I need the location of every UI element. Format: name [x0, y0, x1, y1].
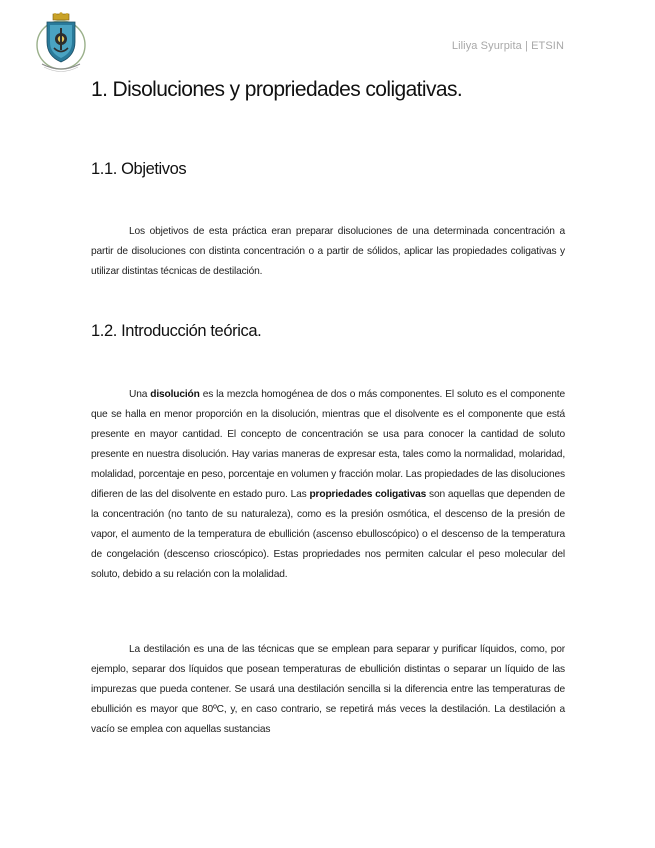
- page-title: 1. Disoluciones y propriedades coligativas.: [91, 78, 463, 101]
- bold-term-disolucion: disolución: [150, 389, 200, 400]
- header-author: Liliya Syurpita | ETSIN: [451, 40, 564, 52]
- paragraph-destilacion: [91, 640, 565, 740]
- bold-term-propiedades-coligativas: propriedades coligativas: [309, 489, 427, 500]
- paragraph-disolucion: [91, 385, 565, 585]
- paragraph-text: son aquellas que dependen de la concentración (no tanto de su naturaleza), como es la presión osmótica, el descenso de la presión de vapor, el aumento de la temperatura de ebullición (ascenso ebulloscópico) o el descenso de la temperatura de congelación (descenso crioscópico). Estas propriedades nos permiten calcular el peso molecular del soluto, debido a su relación con la molalidad.: [91, 489, 565, 580]
- section-heading-objetivos: 1.1. Objetivos: [91, 160, 187, 178]
- paragraph-text: Una: [129, 389, 151, 400]
- section-heading-introduccion: 1.2. Introducción teórica.: [91, 322, 262, 340]
- paragraph-text: Los objetivos de esta práctica eran preparar disoluciones de una determinada concentración a partir de disoluciones con distinta concentración o a partir de sólidos, aplicar las propiedades coligativas y utilizar distintas técnicas de destilación.: [91, 226, 565, 277]
- paragraph-objetivos: [91, 222, 565, 282]
- school-crest-logo: [34, 12, 88, 74]
- paragraph-text: La destilación es una de las técnicas que se emplean para separar y purificar líquidos, como, por ejemplo, separar dos líquidos que posean temperaturas de ebullición distintas o separar un líquido de las impurezas que pueda contener. Se usará una destilación sencilla si la diferencia entre las temperaturas de ebullición es mayor que 80ºC, y, en caso contrario, se repetirá más veces la destilación. La destilación a vacío se emplea con aquellas sustancias: [91, 644, 565, 735]
- paragraph-text: es la mezcla homogénea de dos o más componentes. El soluto es el componente que se halla en menor proporción en la disolución, mientras que el disolvente es el componente que está presente en mayor cantidad. El concepto de concentración se usa para conocer la cantidad de soluto presente en nuestra disolución. Hay varias maneras de expresar esta, tales como la normalidad, molaridad, molalidad, porcentaje en peso, porcentaje en volumen y fracción molar. Las propiedades de las disoluciones difieren de las del disolvente en estado puro. Las: [91, 389, 565, 500]
